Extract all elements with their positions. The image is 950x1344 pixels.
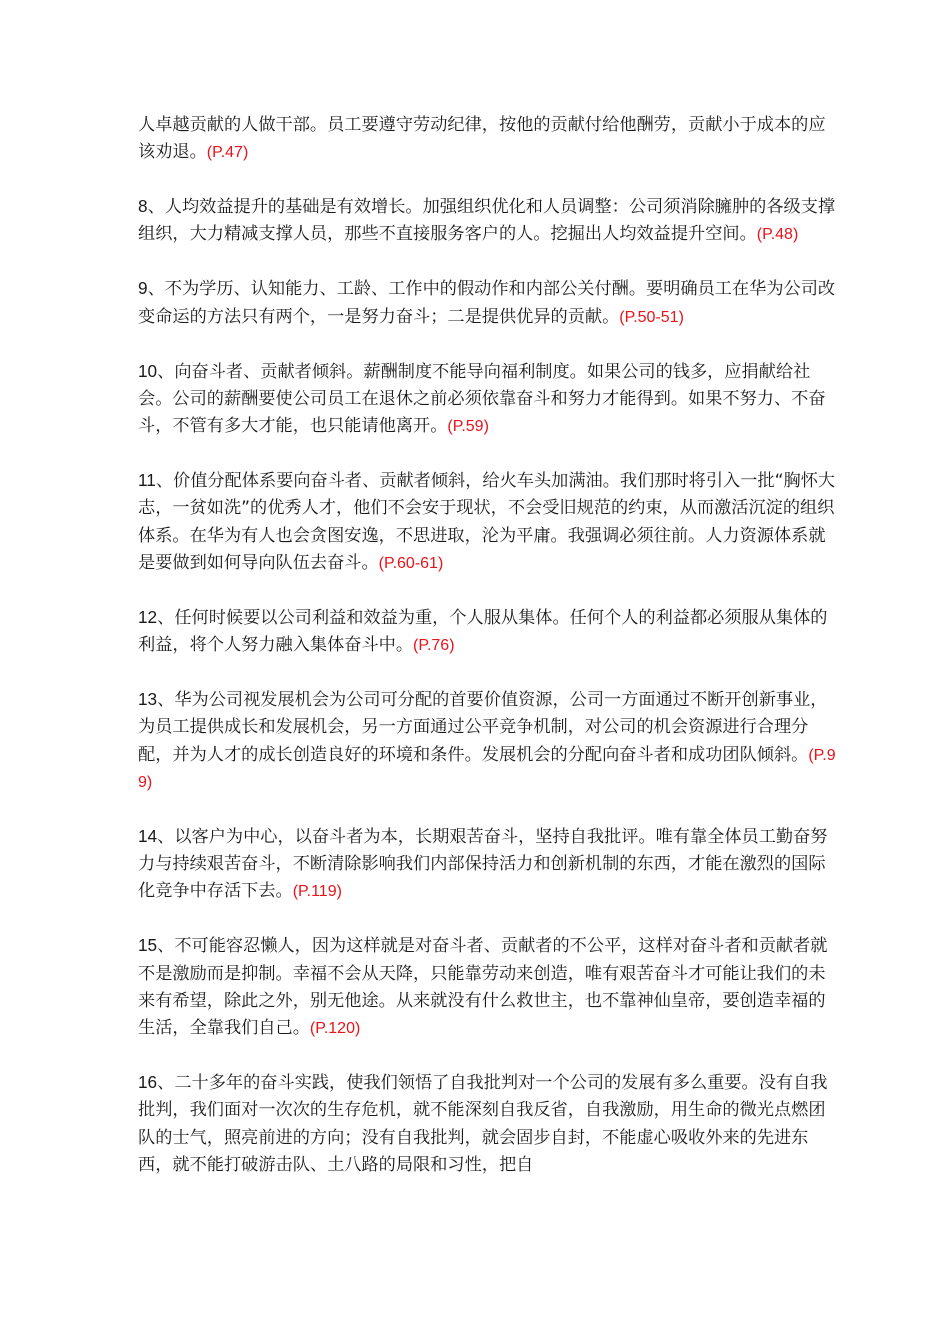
paragraph-item-13 (138, 686, 838, 796)
paragraph-text: 、二十多年的奋斗实践，使我们领悟了自我批判对一个公司的发展有多么重要。没有自我批判，我们面对一次次的生存危机，就不能深刻自我反省，自我激励，用生命的微光点燃团队的士气，照亮前进的方向；没有自我批判，就会固步自封，不能虚心吸收外来的先进东西，就不能打破游击队、土八路的局限和习性，把自 (138, 1073, 828, 1175)
paragraph-item-11 (138, 467, 838, 577)
page-reference: (P.99) (138, 746, 836, 791)
item-number: 9 (138, 278, 148, 299)
item-number: 16 (138, 1072, 158, 1093)
paragraph-text: 、不可能容忍懒人，因为这样就是对奋斗者、贡献者的不公平，这样对奋斗者和贡献者就不是激励而是抑制。幸福不会从天降，只能靠劳动来创造，唯有艰苦奋斗才可能让我们的未来有希望，除此之外，别无他途。从来就没有什么救世主，也不靠神仙皇帝，要创造幸福的生活，全靠我们自己。 (138, 936, 828, 1039)
page-reference: (P.119) (292, 883, 342, 901)
paragraph-item-15 (138, 932, 838, 1042)
item-number: 13 (138, 689, 158, 710)
item-number: 15 (138, 935, 158, 956)
paragraph-text: 、价值分配体系要向奋斗者、贡献者倾斜，给火车头加满油。我们那时将引入一批“胸怀大志，一贫如洗”的优秀人才，他们不会安于现状，不会受旧规范的约束，从而激活沉淀的组织体系。在华为有人也会贪图安逸，不思进取，沦为平庸。我强调必须往前。人力资源体系就是要做到如何导向队伍去奋斗。 (138, 471, 836, 573)
item-number: 10 (138, 360, 158, 381)
item-number: 8 (138, 196, 148, 217)
paragraph-item-10 (138, 358, 838, 441)
paragraph-text: 人卓越贡献的人做干部。员工要遵守劳动纪律，按他的贡献付给他酬劳，贡献小于成本的应该劝退。 (138, 115, 826, 163)
paragraph-text: 、不为学历、认知能力、工龄、工作中的假动作和内部公关付酬。要明确员工在华为公司改变命运的方法只有两个，一是努力奋斗；二是提供优异的贡献。 (138, 279, 836, 327)
item-number: 11 (138, 470, 156, 491)
paragraph-item-14 (138, 823, 838, 906)
page-reference: (P.60-61) (378, 554, 444, 572)
paragraph-text: 、人均效益提升的基础是有效增长。加强组织优化和人员调整：公司须消除臃肿的各级支撑组织，大力精减支撑人员，那些不直接服务客户的人。挖掘出人均效益提升空间。 (138, 197, 836, 245)
paragraph-item-12 (138, 604, 838, 660)
page-reference: (P.48) (756, 226, 799, 244)
document-page (138, 112, 838, 1179)
item-number: 14 (138, 825, 158, 846)
paragraph-item-16 (138, 1069, 838, 1179)
paragraph-item-8 (138, 193, 838, 249)
paragraph-text: 、任何时候要以公司利益和效益为重，个人服从集体。任何个人的利益都必须服从集体的利益，将个人努力融入集体奋斗中。 (138, 607, 828, 656)
page-reference: (P.59) (447, 418, 489, 436)
item-number: 12 (138, 606, 158, 627)
paragraph-continued (138, 112, 838, 167)
paragraph-item-9 (138, 275, 838, 331)
paragraph-text: 、以客户为中心，以奋斗者为本，长期艰苦奋斗，坚持自我批评。唯有靠全体员工勤奋努力与持续艰苦奋斗，不断清除影响我们内部保持活力和创新机制的东西，才能在激烈的国际化竞争中存活下去。 (138, 826, 828, 902)
paragraph-text: 、华为公司视发展机会为公司可分配的首要价值资源，公司一方面通过不断开创新事业，为员工提供成长和发展机会，另一方面通过公平竞争机制，对公司的机会资源进行合理分配，并为人才的成长创造良好的环境和条件。发展机会的分配向奋斗者和成功团队倾斜。 (138, 690, 828, 765)
page-reference: (P.50-51) (619, 308, 684, 326)
page-reference: (P.120) (309, 1020, 361, 1038)
page-reference: (P.76) (413, 637, 455, 655)
paragraph-text: 、向奋斗者、贡献者倾斜。薪酬制度不能导向福利制度。如果公司的钱多，应捐献给社会。公司的薪酬要使公司员工在退休之前必须依靠奋斗和努力才能得到。如果不努力、不奋斗，不管有多大才能，也只能请他离开。 (138, 361, 826, 437)
page-reference: (P.47) (206, 144, 249, 162)
